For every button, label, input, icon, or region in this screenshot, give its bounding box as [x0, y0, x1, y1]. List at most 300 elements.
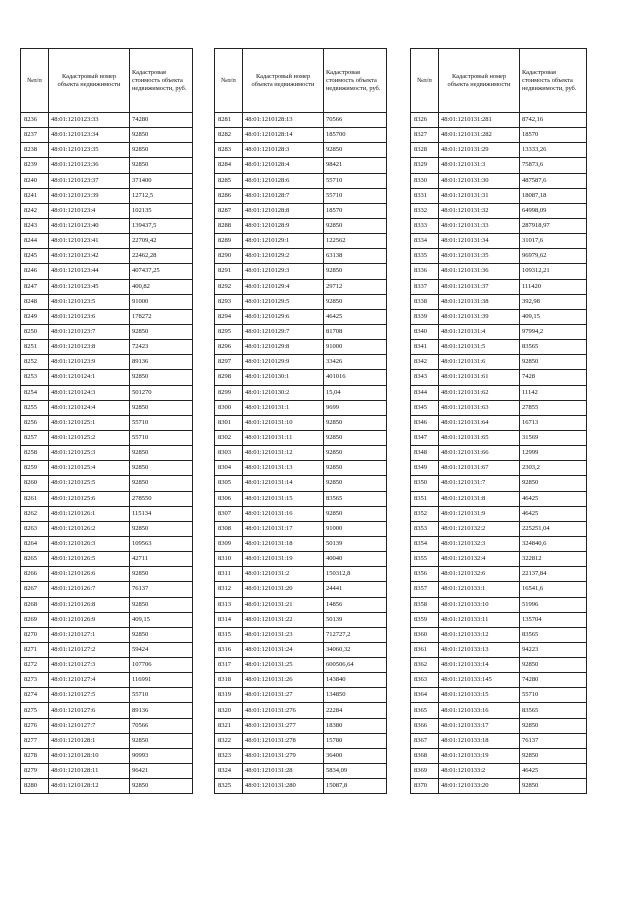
row-number: 8279 — [21, 764, 49, 779]
cadastral-number: 48:01:1210129:7 — [243, 324, 324, 339]
cadastral-number: 48:01:1210123:37 — [49, 173, 130, 188]
cadastral-value: 2303,2 — [520, 461, 587, 476]
table-row — [21, 733, 193, 748]
cadastral-number: 48:01:1210131:22 — [243, 612, 324, 627]
table-row — [411, 552, 587, 567]
cadastral-value: 122562 — [324, 234, 387, 249]
cadastral-value: 76137 — [130, 582, 193, 597]
cadastral-value: 34060,32 — [324, 642, 387, 657]
row-number: 8361 — [411, 642, 439, 657]
row-number: 8258 — [21, 446, 49, 461]
table-row — [215, 688, 387, 703]
table-row — [21, 309, 193, 324]
cadastral-value: 46425 — [520, 506, 587, 521]
cadastral-value: 92850 — [130, 476, 193, 491]
table-row — [215, 370, 387, 385]
row-number: 8261 — [21, 491, 49, 506]
cadastral-number: 48:01:1210131:282 — [439, 128, 520, 143]
cadastral-value: 92850 — [130, 733, 193, 748]
table-row — [21, 173, 193, 188]
table-row — [21, 113, 193, 128]
row-number: 8260 — [21, 476, 49, 491]
row-number: 8370 — [411, 779, 439, 794]
cadastral-value: 92850 — [324, 264, 387, 279]
cadastral-value: 94223 — [520, 642, 587, 657]
cadastral-number: 48:01:1210131:5 — [439, 340, 520, 355]
cadastral-value: 712727,2 — [324, 627, 387, 642]
table-row — [215, 597, 387, 612]
cadastral-number: 48:01:1210131:11 — [243, 430, 324, 445]
row-number: 8359 — [411, 612, 439, 627]
table-row — [215, 658, 387, 673]
cadastral-number: 48:01:1210131:31 — [439, 188, 520, 203]
cadastral-value: 63138 — [324, 249, 387, 264]
table-row — [21, 627, 193, 642]
table-row — [21, 658, 193, 673]
cadastral-number: 48:01:1210133:1 — [439, 582, 520, 597]
table-row — [411, 173, 587, 188]
row-number: 8346 — [411, 415, 439, 430]
cadastral-value: 115134 — [130, 506, 193, 521]
row-number: 8293 — [215, 294, 243, 309]
cadastral-number: 48:01:1210127:5 — [49, 688, 130, 703]
row-number: 8262 — [21, 506, 49, 521]
cadastral-number: 48:01:1210133:2 — [439, 764, 520, 779]
row-number: 8321 — [215, 718, 243, 733]
row-number: 8318 — [215, 673, 243, 688]
row-number: 8305 — [215, 476, 243, 491]
cadastral-value: 9699 — [324, 400, 387, 415]
row-number: 8298 — [215, 370, 243, 385]
row-number: 8335 — [411, 249, 439, 264]
cadastral-number: 48:01:1210131:67 — [439, 461, 520, 476]
cadastral-value: 150312,8 — [324, 567, 387, 582]
cadastral-number: 48:01:1210131:30 — [439, 173, 520, 188]
cadastral-value: 22284 — [324, 703, 387, 718]
cadastral-number: 48:01:1210126:8 — [49, 597, 130, 612]
cadastral-number: 48:01:1210128:10 — [49, 748, 130, 763]
table-row — [21, 370, 193, 385]
row-number: 8297 — [215, 355, 243, 370]
table-row — [411, 567, 587, 582]
table-header-row — [21, 49, 193, 113]
cadastral-value: 322812 — [520, 552, 587, 567]
cadastral-number: 48:01:1210132:2 — [439, 521, 520, 536]
cadastral-number: 48:01:1210131:27 — [243, 688, 324, 703]
row-number: 8284 — [215, 158, 243, 173]
cadastral-value: 91000 — [130, 294, 193, 309]
cadastral-number: 48:01:1210127:3 — [49, 658, 130, 673]
cadastral-value: 92850 — [324, 294, 387, 309]
table-row — [215, 567, 387, 582]
row-number: 8301 — [215, 415, 243, 430]
cadastral-value: 92850 — [130, 567, 193, 582]
row-number: 8345 — [411, 400, 439, 415]
row-number: 8290 — [215, 249, 243, 264]
row-number: 8343 — [411, 370, 439, 385]
table-row — [21, 779, 193, 794]
row-number: 8319 — [215, 688, 243, 703]
row-number: 8331 — [411, 188, 439, 203]
table-row — [215, 779, 387, 794]
row-number: 8330 — [411, 173, 439, 188]
table-row — [215, 173, 387, 188]
cadastral-number: 48:01:1210131:6 — [439, 355, 520, 370]
row-number: 8296 — [215, 340, 243, 355]
cadastral-value: 92850 — [130, 446, 193, 461]
cadastral-value: 42711 — [130, 552, 193, 567]
cadastral-number: 48:01:1210123:39 — [49, 188, 130, 203]
row-number: 8272 — [21, 658, 49, 673]
cadastral-number: 48:01:1210128:11 — [49, 764, 130, 779]
cadastral-number: 48:01:1210123:6 — [49, 309, 130, 324]
row-number: 8320 — [215, 703, 243, 718]
cadastral-value: 89136 — [130, 703, 193, 718]
row-number: 8266 — [21, 567, 49, 582]
table-row — [215, 521, 387, 536]
table-row — [411, 688, 587, 703]
row-number: 8367 — [411, 733, 439, 748]
cadastral-value: 92850 — [520, 748, 587, 763]
cadastral-number: 48:01:1210125:4 — [49, 461, 130, 476]
row-number: 8245 — [21, 249, 49, 264]
cadastral-number: 48:01:1210132:6 — [439, 567, 520, 582]
cadastral-number: 48:01:1210131:66 — [439, 446, 520, 461]
cadastral-number: 48:01:1210131:21 — [243, 597, 324, 612]
table-row — [21, 748, 193, 763]
row-number: 8354 — [411, 536, 439, 551]
cadastral-number: 48:01:1210131:277 — [243, 718, 324, 733]
row-number: 8306 — [215, 491, 243, 506]
cadastral-number: 48:01:1210128:14 — [243, 128, 324, 143]
cadastral-value: 55710 — [520, 688, 587, 703]
table-row — [21, 188, 193, 203]
cadastral-number: 48:01:1210131:35 — [439, 249, 520, 264]
cadastral-value: 70566 — [130, 718, 193, 733]
row-number: 8333 — [411, 218, 439, 233]
cadastral-number: 48:01:1210128:4 — [243, 158, 324, 173]
table-row — [215, 733, 387, 748]
cadastral-value: 600506,64 — [324, 658, 387, 673]
cadastral-value: 59424 — [130, 642, 193, 657]
cadastral-number: 48:01:1210128:7 — [243, 188, 324, 203]
row-number: 8289 — [215, 234, 243, 249]
table-row — [21, 400, 193, 415]
row-number: 8302 — [215, 430, 243, 445]
table-row — [21, 143, 193, 158]
cadastral-number: 48:01:1210131:37 — [439, 279, 520, 294]
cadastral-number: 48:01:1210128:13 — [243, 113, 324, 128]
row-number: 8273 — [21, 673, 49, 688]
table-row — [21, 430, 193, 445]
cadastral-number: 48:01:1210131:10 — [243, 415, 324, 430]
cadastral-value: 46425 — [520, 764, 587, 779]
cadastral-value: 92850 — [324, 430, 387, 445]
row-number: 8275 — [21, 703, 49, 718]
row-number: 8248 — [21, 294, 49, 309]
row-number: 8237 — [21, 128, 49, 143]
cadastral-number: 48:01:1210123:7 — [49, 324, 130, 339]
table-row — [21, 340, 193, 355]
table-row — [411, 506, 587, 521]
cadastral-number: 48:01:1210133:10 — [439, 597, 520, 612]
cadastral-value: 91000 — [324, 521, 387, 536]
header-cadastral-number: Кадастровый номер объекта недвижимости — [243, 49, 324, 113]
row-number: 8250 — [21, 324, 49, 339]
cadastral-number: 48:01:1210129:6 — [243, 309, 324, 324]
row-number: 8274 — [21, 688, 49, 703]
table-row — [215, 188, 387, 203]
cadastral-value: 8742,16 — [520, 113, 587, 128]
table-row — [411, 779, 587, 794]
row-number: 8292 — [215, 279, 243, 294]
cadastral-number: 48:01:1210131:63 — [439, 400, 520, 415]
table-row — [21, 234, 193, 249]
row-number: 8344 — [411, 385, 439, 400]
header-cadastral-value: Кадастровая стоимость объекта недвижимости, руб. — [130, 49, 193, 113]
cadastral-value: 36400 — [324, 748, 387, 763]
row-number: 8256 — [21, 415, 49, 430]
cadastral-number: 48:01:1210126:2 — [49, 521, 130, 536]
cadastral-value: 16541,6 — [520, 582, 587, 597]
cadastral-number: 48:01:1210129:1 — [243, 234, 324, 249]
cadastral-number: 48:01:1210131:8 — [439, 491, 520, 506]
cadastral-number: 48:01:1210123:42 — [49, 249, 130, 264]
cadastral-number: 48:01:1210125:5 — [49, 476, 130, 491]
row-number: 8304 — [215, 461, 243, 476]
row-number: 8249 — [21, 309, 49, 324]
cadastral-value: 92850 — [520, 658, 587, 673]
row-number: 8282 — [215, 128, 243, 143]
header-num: №п/п — [215, 49, 243, 113]
table-row — [215, 385, 387, 400]
table-row — [411, 234, 587, 249]
table-row — [215, 718, 387, 733]
cadastral-value: 15,04 — [324, 385, 387, 400]
cadastral-number: 48:01:1210123:41 — [49, 234, 130, 249]
table-row — [411, 718, 587, 733]
cadastral-number: 48:01:1210131:26 — [243, 673, 324, 688]
cadastral-value: 92850 — [130, 627, 193, 642]
cadastral-value: 92850 — [324, 446, 387, 461]
row-number: 8265 — [21, 552, 49, 567]
table-row — [215, 294, 387, 309]
row-number: 8360 — [411, 627, 439, 642]
row-number: 8356 — [411, 567, 439, 582]
table-row — [411, 597, 587, 612]
row-number: 8251 — [21, 340, 49, 355]
cadastral-number: 48:01:1210131:34 — [439, 234, 520, 249]
cadastral-number: 48:01:1210128:8 — [243, 203, 324, 218]
cadastral-value: 18570 — [520, 128, 587, 143]
cadastral-value: 51996 — [520, 597, 587, 612]
cadastral-value: 55710 — [130, 688, 193, 703]
cadastral-value: 96979,62 — [520, 249, 587, 264]
header-num: №п/п — [411, 49, 439, 113]
cadastral-number: 48:01:1210123:35 — [49, 143, 130, 158]
row-number: 8267 — [21, 582, 49, 597]
table-row — [411, 158, 587, 173]
table-row — [215, 400, 387, 415]
cadastral-number: 48:01:1210128:12 — [49, 779, 130, 794]
row-number: 8241 — [21, 188, 49, 203]
row-number: 8254 — [21, 385, 49, 400]
cadastral-number: 48:01:1210129:8 — [243, 340, 324, 355]
table-row — [21, 294, 193, 309]
table-row — [411, 340, 587, 355]
cadastral-number: 48:01:1210131:64 — [439, 415, 520, 430]
row-number: 8294 — [215, 309, 243, 324]
cadastral-number: 48:01:1210123:45 — [49, 279, 130, 294]
table-row — [411, 249, 587, 264]
table-row — [215, 506, 387, 521]
cadastral-value: 55710 — [324, 188, 387, 203]
cadastral-value: 55710 — [130, 415, 193, 430]
cadastral-value: 55710 — [130, 430, 193, 445]
cadastral-value: 92850 — [324, 415, 387, 430]
row-number: 8368 — [411, 748, 439, 763]
cadastral-value: 76137 — [520, 733, 587, 748]
cadastral-number: 48:01:1210131:7 — [439, 476, 520, 491]
cadastral-number: 48:01:1210131:15 — [243, 491, 324, 506]
row-number: 8252 — [21, 355, 49, 370]
cadastral-value: 407437,25 — [130, 264, 193, 279]
table-row — [21, 764, 193, 779]
cadastral-value: 487587,6 — [520, 173, 587, 188]
table-row — [21, 703, 193, 718]
row-number: 8350 — [411, 476, 439, 491]
cadastral-value: 134850 — [324, 688, 387, 703]
cadastral-number: 48:01:1210131:65 — [439, 430, 520, 445]
row-number: 8341 — [411, 340, 439, 355]
row-number: 8299 — [215, 385, 243, 400]
table-row — [411, 703, 587, 718]
table-row — [215, 218, 387, 233]
cadastral-value: 5834,09 — [324, 764, 387, 779]
table-row — [21, 415, 193, 430]
row-number: 8336 — [411, 264, 439, 279]
row-number: 8364 — [411, 688, 439, 703]
cadastral-number: 48:01:1210126:3 — [49, 536, 130, 551]
cadastral-value: 278550 — [130, 491, 193, 506]
cadastral-value: 116991 — [130, 673, 193, 688]
cadastral-value: 83565 — [324, 491, 387, 506]
cadastral-number: 48:01:1210131:19 — [243, 552, 324, 567]
cadastral-number: 48:01:1210128:9 — [243, 218, 324, 233]
row-number: 8349 — [411, 461, 439, 476]
table-row — [21, 203, 193, 218]
cadastral-value: 109312,21 — [520, 264, 587, 279]
row-number: 8332 — [411, 203, 439, 218]
cadastral-value: 92850 — [130, 143, 193, 158]
cadastral-value: 92850 — [324, 218, 387, 233]
table-body — [411, 113, 587, 794]
table-row — [411, 279, 587, 294]
row-number: 8236 — [21, 113, 49, 128]
table-row — [411, 385, 587, 400]
cadastral-value: 92850 — [324, 476, 387, 491]
cadastral-value: 98421 — [324, 158, 387, 173]
cadastral-value: 22709,42 — [130, 234, 193, 249]
cadastral-number: 48:01:1210131:36 — [439, 264, 520, 279]
row-number: 8310 — [215, 552, 243, 567]
table-row — [21, 279, 193, 294]
table-row — [21, 506, 193, 521]
cadastral-value: 401016 — [324, 370, 387, 385]
table-row — [21, 567, 193, 582]
cadastral-value: 83565 — [520, 703, 587, 718]
cadastral-number: 48:01:1210129:3 — [243, 264, 324, 279]
cadastral-number: 48:01:1210131:33 — [439, 218, 520, 233]
row-number: 8259 — [21, 461, 49, 476]
cadastral-value: 7428 — [520, 370, 587, 385]
cadastral-value: 55710 — [324, 173, 387, 188]
row-number: 8280 — [21, 779, 49, 794]
row-number: 8285 — [215, 173, 243, 188]
cadastral-value: 91000 — [324, 340, 387, 355]
cadastral-number: 48:01:1210126:9 — [49, 612, 130, 627]
table-row — [411, 128, 587, 143]
cadastral-number: 48:01:1210131:1 — [243, 400, 324, 415]
cadastral-number: 48:01:1210124:1 — [49, 370, 130, 385]
row-number: 8327 — [411, 128, 439, 143]
cadastral-number: 48:01:1210123:5 — [49, 294, 130, 309]
table-row — [21, 355, 193, 370]
cadastral-value: 40040 — [324, 552, 387, 567]
cadastral-number: 48:01:1210131:61 — [439, 370, 520, 385]
cadastral-number: 48:01:1210131:16 — [243, 506, 324, 521]
cadastral-number: 48:01:1210133:18 — [439, 733, 520, 748]
table-row — [215, 355, 387, 370]
table-body — [21, 113, 193, 794]
table-row — [215, 128, 387, 143]
cadastral-number: 48:01:1210129:9 — [243, 355, 324, 370]
cadastral-value: 46425 — [520, 491, 587, 506]
cadastral-value: 409,15 — [520, 309, 587, 324]
table-row — [21, 446, 193, 461]
cadastral-value: 92850 — [324, 461, 387, 476]
row-number: 8288 — [215, 218, 243, 233]
cadastral-value: 111420 — [520, 279, 587, 294]
row-number: 8287 — [215, 203, 243, 218]
cadastral-number: 48:01:1210123:8 — [49, 340, 130, 355]
cadastral-value: 178272 — [130, 309, 193, 324]
cadastral-number: 48:01:1210126:1 — [49, 506, 130, 521]
table-row — [411, 673, 587, 688]
cadastral-value: 83565 — [520, 340, 587, 355]
cadastral-number: 48:01:1210133:15 — [439, 688, 520, 703]
table-row — [411, 309, 587, 324]
cadastral-value: 13333,26 — [520, 143, 587, 158]
cadastral-number: 48:01:1210128:1 — [49, 733, 130, 748]
cadastral-number: 48:01:1210131:17 — [243, 521, 324, 536]
row-number: 8257 — [21, 430, 49, 445]
row-number: 8369 — [411, 764, 439, 779]
cadastral-number: 48:01:1210130:1 — [243, 370, 324, 385]
cadastral-value: 92850 — [324, 506, 387, 521]
table-row — [21, 476, 193, 491]
row-number: 8309 — [215, 536, 243, 551]
row-number: 8286 — [215, 188, 243, 203]
cadastral-value: 102135 — [130, 203, 193, 218]
table-row — [21, 324, 193, 339]
cadastral-value: 92850 — [520, 476, 587, 491]
cadastral-number: 48:01:1210123:4 — [49, 203, 130, 218]
cadastral-value: 46425 — [324, 309, 387, 324]
table-row — [411, 294, 587, 309]
cadastral-value: 22137,84 — [520, 567, 587, 582]
cadastral-number: 48:01:1210131:3 — [439, 158, 520, 173]
